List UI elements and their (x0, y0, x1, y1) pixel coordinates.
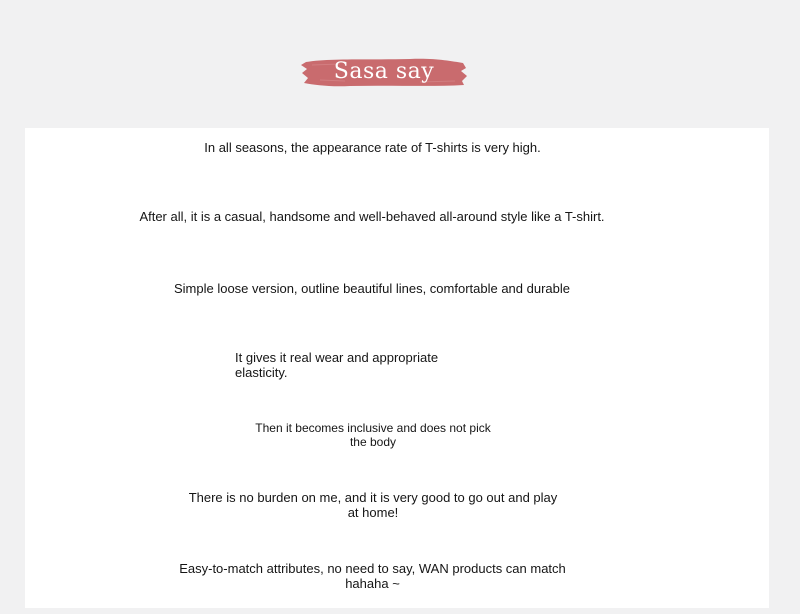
content-card (25, 128, 769, 608)
paragraph-3: Simple loose version, outline beautiful lines, comfortable and durable (173, 281, 570, 296)
paragraph-6: There is no burden on me, and it is very good to go out and play at home! (188, 490, 558, 520)
paragraph-1: In all seasons, the appearance rate of T-shirts is very high. (204, 140, 541, 155)
paragraph-4: It gives it real wear and appropriate elasticity. (235, 350, 439, 380)
title-badge (300, 56, 468, 88)
paragraph-7: Easy-to-match attributes, no need to say, WAN products can match hahaha ~ (179, 561, 566, 591)
paragraph-5: Then it becomes inclusive and does not pick the body (255, 421, 491, 449)
paragraph-2: After all, it is a casual, handsome and well-behaved all-around style like a T-shirt. (139, 209, 605, 224)
page-title: Sasa say (333, 59, 435, 84)
